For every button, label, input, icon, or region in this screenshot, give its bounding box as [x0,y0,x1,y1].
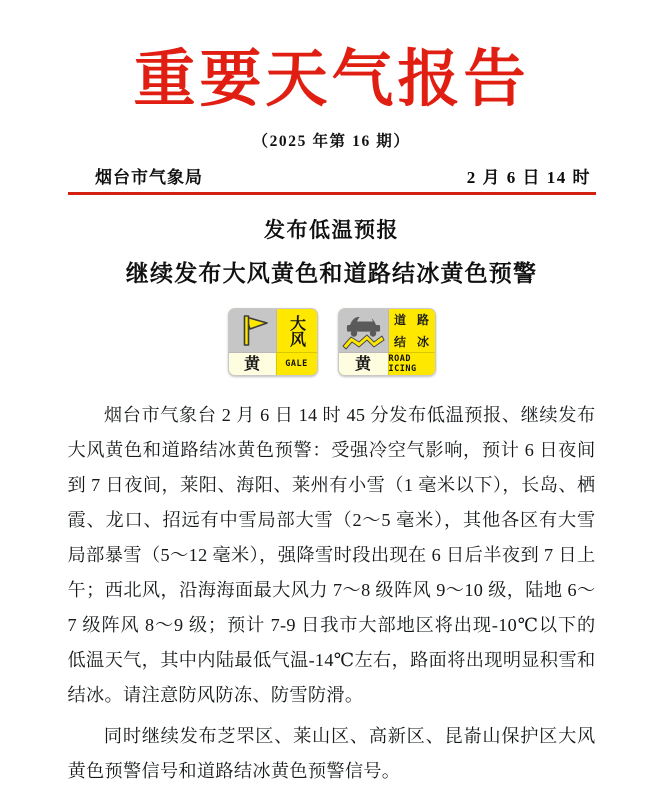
road-icing-car-icon [339,309,389,353]
header-divider [68,192,596,195]
gale-yellow-warning-badge [228,308,318,376]
road-icing-cn-char-1: 道 [393,313,406,328]
gale-cn-label: 大风 [277,309,317,353]
gale-flag-icon [229,309,277,353]
gale-en-label: GALE [277,353,317,375]
road-icing-cn-char-2: 路 [416,313,429,328]
headline-secondary: 继续发布大风黄色和道路结冰黄色预警 [125,260,538,287]
issue-datetime: 2 月 6 日 14 时 [466,168,591,188]
report-body [68,398,596,788]
road-icing-cn-label [389,309,435,353]
gale-level-label: 黄 [229,353,277,375]
road-icing-cn-char-4: 冰 [416,334,429,349]
issuing-agency: 烟台市气象局 [95,168,203,188]
headline-primary: 发布低温预报 [264,218,399,243]
road-icing-level-label: 黄 [339,353,389,375]
masthead [0,0,663,151]
report-paragraph: 烟台市气象台 2 月 6 日 14 时 45 分发布低温预报、继续发布大风黄色和道路结冰黄色预警：受强冷空气影响，预计 6 日夜间到 7 日夜间，莱阳、海阳、莱州有小雪（1 毫米以下），长岛、栖霞、龙口、招远有中雪局部大雪（2～5 毫米），其他各区有大雪局部暴雪（5～12 毫米），强降雪时段出现在 6 日后半夜到 7 日上午；西北风，沿海海面最大风力 7～8 级阵风 9～10 级，陆地 6～7 级阵风 8～9 级；预计 7-9 日我市大部地区将出现-10℃以下的低温天气，其中内陆最低气温-14℃左右，路面将出现明显积雪和结冰。请注意防风防冻、防雪防滑。 [67,405,596,705]
road-icing-yellow-warning-badge [338,308,436,376]
issue-number: （2025 年第 16 期） [252,133,411,151]
warning-badges [0,308,663,376]
report-paragraph: 同时继续发布芝罘区、莱山区、高新区、昆嵛山保护区大风黄色预警信号和道路结冰黄色预警信号。 [67,725,596,781]
page-title: 重要天气报告 [133,46,530,114]
road-icing-cn-char-3: 结 [393,334,406,349]
headline-block [0,215,663,292]
issuer-row [0,163,663,188]
road-icing-en-label: ROAD ICING [389,353,435,375]
